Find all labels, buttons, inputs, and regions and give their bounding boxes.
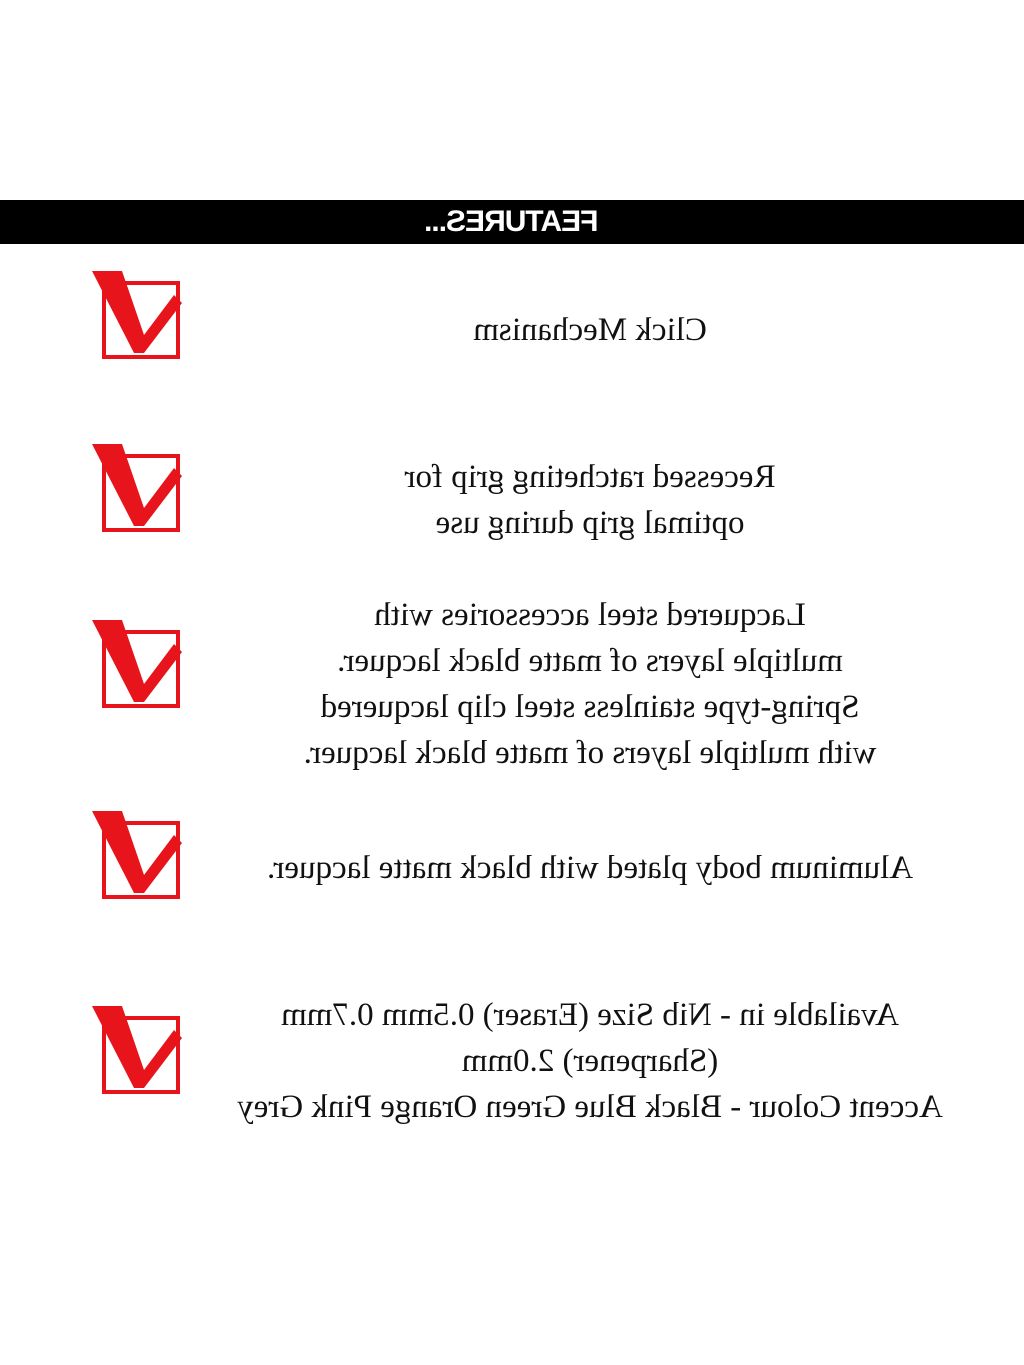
- banner-title: FEATURES...: [425, 205, 599, 238]
- checkbox-check-icon: [88, 614, 188, 714]
- feature-line: Lacquered steel accessories with: [374, 597, 806, 633]
- feature-line: Aluminum body plated with black matte lacquer.: [266, 850, 914, 886]
- feature-text: [190, 845, 990, 891]
- feature-line: Spring-type stainless steel clip lacquered: [320, 689, 860, 725]
- feature-text: [190, 992, 990, 1130]
- feature-line: Recessed ratcheting grip for: [404, 459, 776, 495]
- feature-text: [190, 307, 990, 353]
- feature-line: Available in - Nib Size (Eraser) 0.5mm 0.7mm: [281, 997, 899, 1033]
- feature-line: Accent Colour - Black Blue Green Orange Pink Grey: [237, 1089, 943, 1125]
- feature-line: with multiple layers of matte black lacquer.: [303, 735, 877, 771]
- checkbox-check-icon: [88, 1000, 188, 1100]
- feature-line: optimal grip during use: [435, 505, 745, 541]
- feature-line: multiple layers of matte black lacquer.: [337, 643, 843, 679]
- checkbox-check-icon: [88, 265, 188, 365]
- feature-text: [190, 592, 990, 776]
- feature-line: Click Mechanism: [473, 312, 707, 348]
- checkbox-check-icon: [88, 438, 188, 538]
- checkbox-check-icon: [88, 805, 188, 905]
- feature-line: (Sharpener) 2.0mm: [461, 1043, 719, 1079]
- features-banner: [0, 200, 1024, 244]
- feature-text: [190, 454, 990, 546]
